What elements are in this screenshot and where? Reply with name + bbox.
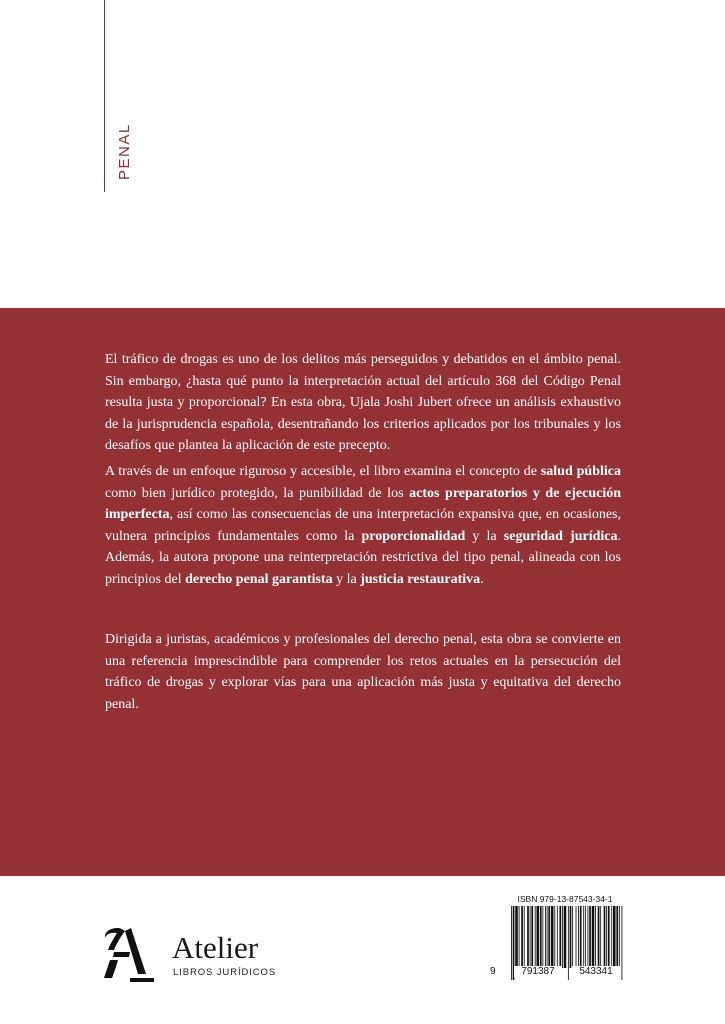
isbn-label: ISBN 979-13-87543-34-1 — [517, 894, 613, 904]
term-proporcionalidad: proporcionalidad — [361, 528, 466, 544]
barcode-digit-first: 9 — [490, 966, 496, 977]
term-justicia-restaurativa: justicia restaurativa — [360, 571, 481, 587]
description-paragraph-2: A través de un enfoque riguroso y accesible, el libro examina el concepto de salud pública como bien jurídico protegido, la punibilidad de los actos preparatorios y de ejecución imperfecta, así como las consecuencias de una interpretación expansiva que, en ocasiones, vulnera principios fundamentales como la proporcionalidad y la seguridad jurídica. Además, la autora propone una reinterpretación restrictiva del tipo penal, alineada con los principios del derecho penal garantista y la justicia restaurativa. — [105, 464, 621, 587]
description-paragraph-1: El tráfico de drogas es uno de los delitos más perseguidos y debatidos en el ámbito penal. Sin embargo, ¿hasta qué punto la interpretación actual del artículo 368 del Código Penal resulta justa y proporcional? En esta obra, Ujala Joshi Jubert ofrece un análisis exhaustivo de la jurisprudencia española, desentrañando los criterios aplicados por los tribunales y los desafíos que plantea la aplicación de este precepto. — [105, 352, 621, 453]
atelier-logo-icon — [100, 922, 160, 984]
barcode-digits-left: 791387 — [514, 966, 562, 977]
publisher-name: Atelier — [172, 930, 259, 965]
barcode-digits-right: 543341 — [572, 966, 620, 977]
vertical-rule — [104, 0, 105, 192]
spine-label: PENAL — [116, 123, 133, 180]
term-salud-publica: salud pública — [540, 464, 621, 479]
publisher-subtitle: LIBROS JURÍDICOS — [173, 967, 277, 978]
term-seguridad-juridica: seguridad jurídica — [503, 528, 618, 544]
term-derecho-penal-garantista: derecho penal garantista — [185, 571, 333, 587]
term-actos-preparatorios: actos preparatorios y de ejecución imperfecta — [105, 485, 621, 522]
description-paragraph-3: Dirigida a juristas, académicos y profesionales del derecho penal, esta obra se convierte en una referencia imprescindible para comprender los retos actuales en la persecución del tráfico de drogas y explorar vías para una aplicación más justa y equitativa del derecho penal. — [105, 632, 621, 712]
